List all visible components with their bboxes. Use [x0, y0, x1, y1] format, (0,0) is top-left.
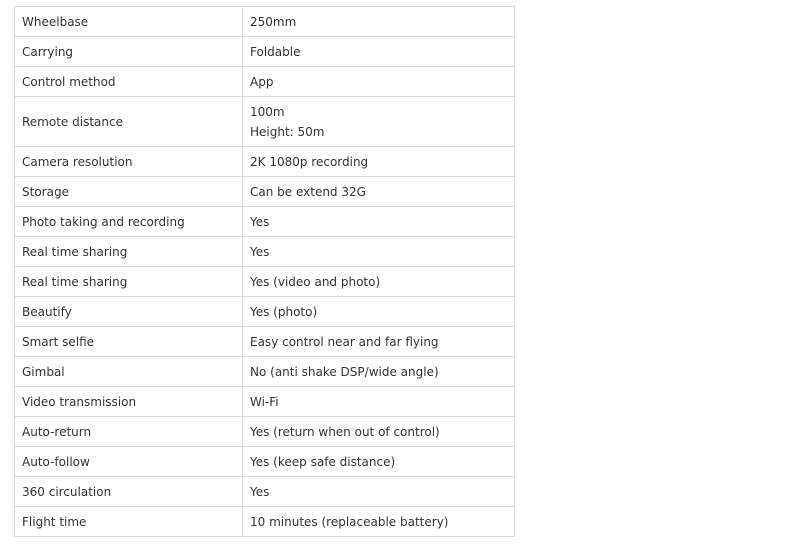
spec-label: Real time sharing [15, 237, 243, 267]
spec-label: Gimbal [15, 357, 243, 387]
spec-value-line: Yes [250, 484, 270, 499]
spec-label: Wheelbase [15, 7, 243, 37]
spec-value [243, 447, 515, 477]
spec-label: Auto-return [15, 417, 243, 447]
spec-value-line: Yes (video and photo) [250, 274, 381, 289]
spec-value-line: 2K 1080p recording [250, 154, 369, 169]
table-row [15, 7, 515, 37]
table-row [15, 417, 515, 447]
spec-value [243, 267, 515, 297]
spec-value-line: Yes (return when out of control) [250, 424, 440, 439]
table-row [15, 67, 515, 97]
spec-value [243, 37, 515, 67]
table-row [15, 37, 515, 67]
specifications-table [14, 6, 515, 537]
spec-value [243, 67, 515, 97]
spec-value [243, 327, 515, 357]
table-row [15, 147, 515, 177]
spec-value [243, 387, 515, 417]
spec-label: Control method [15, 67, 243, 97]
spec-value-line: Yes [250, 244, 270, 259]
spec-value-line: 250mm [250, 14, 297, 29]
spec-value [243, 297, 515, 327]
spec-value [243, 97, 515, 147]
spec-value-line: Height: 50m [250, 124, 325, 139]
spec-label: Real time sharing [15, 267, 243, 297]
table-row [15, 297, 515, 327]
spec-label: 360 circulation [15, 477, 243, 507]
spec-value-line: Yes [250, 214, 270, 229]
spec-value-line: Yes (photo) [250, 304, 318, 319]
spec-value [243, 237, 515, 267]
table-row [15, 327, 515, 357]
spec-label: Photo taking and recording [15, 207, 243, 237]
spec-value-line: 10 minutes (replaceable battery) [250, 514, 449, 529]
spec-label: Carrying [15, 37, 243, 67]
spec-value [243, 417, 515, 447]
table-row [15, 237, 515, 267]
specifications-table-body [15, 7, 515, 537]
spec-value [243, 507, 515, 537]
spec-label: Smart selfie [15, 327, 243, 357]
spec-label: Flight time [15, 507, 243, 537]
table-row [15, 177, 515, 207]
spec-value-line: Foldable [250, 44, 301, 59]
table-row [15, 507, 515, 537]
spec-value [243, 7, 515, 37]
spec-value-line: 100m [250, 104, 285, 119]
spec-value-line: Wi-Fi [250, 394, 279, 409]
spec-value [243, 177, 515, 207]
spec-value-line: Can be extend 32G [250, 184, 366, 199]
spec-value-line: App [250, 74, 274, 89]
table-row [15, 207, 515, 237]
spec-label: Camera resolution [15, 147, 243, 177]
spec-label: Remote distance [15, 97, 243, 147]
spec-label: Video transmission [15, 387, 243, 417]
spec-value [243, 147, 515, 177]
spec-label: Beautify [15, 297, 243, 327]
spec-label: Auto-follow [15, 447, 243, 477]
spec-value-line: Yes (keep safe distance) [250, 454, 396, 469]
table-row [15, 387, 515, 417]
table-row [15, 267, 515, 297]
spec-value [243, 477, 515, 507]
spec-value-line: Easy control near and far flying [250, 334, 439, 349]
spec-label: Storage [15, 177, 243, 207]
spec-value [243, 207, 515, 237]
spec-value-line: No (anti shake DSP/wide angle) [250, 364, 439, 379]
table-row [15, 97, 515, 147]
spec-value [243, 357, 515, 387]
table-row [15, 477, 515, 507]
table-row [15, 447, 515, 477]
table-row [15, 357, 515, 387]
